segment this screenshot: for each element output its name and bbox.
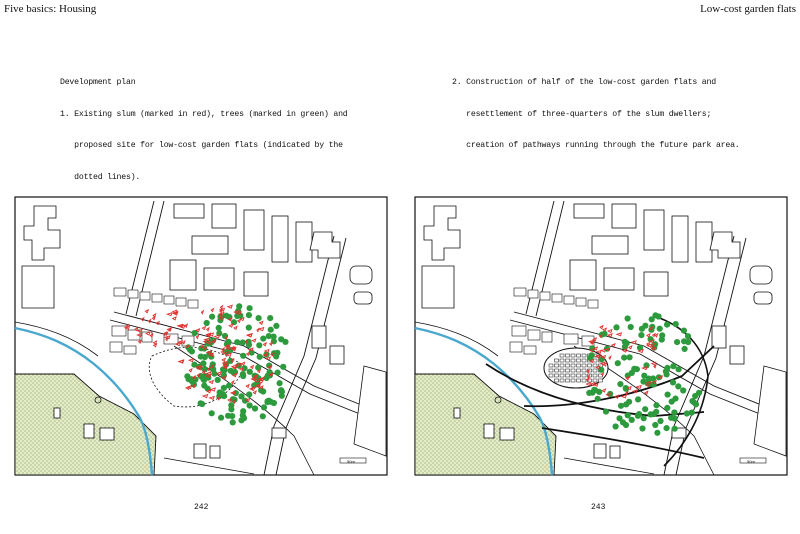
tree-marker	[240, 353, 246, 359]
flat-unit	[566, 374, 570, 377]
tree-marker	[675, 383, 681, 389]
flat-unit	[593, 374, 597, 377]
tree-marker	[220, 391, 226, 397]
flat-unit	[555, 374, 559, 377]
tree-marker	[671, 409, 677, 415]
tree-marker	[261, 404, 267, 410]
tree-marker	[216, 325, 222, 331]
tree-marker	[278, 336, 284, 342]
scale-label: 50m	[347, 459, 355, 464]
tree-marker	[233, 390, 239, 396]
tree-marker	[595, 396, 601, 402]
tree-marker	[663, 368, 669, 374]
tree-marker	[646, 376, 652, 382]
tree-marker	[589, 352, 595, 358]
flat-unit	[549, 364, 553, 367]
tree-marker	[642, 406, 648, 412]
flat-unit	[577, 369, 581, 372]
tree-marker	[229, 413, 235, 419]
flat-unit	[560, 359, 564, 362]
flat-unit	[566, 359, 570, 362]
tree-marker	[616, 415, 622, 421]
caption-right-line: 2. Construction of half of the low-cost garden flats and	[452, 78, 716, 87]
flat-unit	[560, 379, 564, 382]
flat-unit	[582, 354, 586, 357]
tree-marker	[199, 401, 205, 407]
tree-marker	[641, 415, 647, 421]
flat-unit	[566, 369, 570, 372]
tree-marker	[627, 354, 633, 360]
tree-marker	[628, 324, 634, 330]
tree-marker	[228, 368, 234, 374]
page-number-right: 243	[591, 503, 606, 512]
tree-marker	[240, 339, 246, 345]
flat-unit	[549, 369, 553, 372]
tree-marker	[209, 410, 215, 416]
tree-marker	[674, 339, 680, 345]
tree-marker	[634, 366, 640, 372]
tree-marker	[280, 364, 286, 370]
tree-marker	[639, 425, 645, 431]
tree-marker	[236, 303, 242, 309]
tree-marker	[624, 340, 630, 346]
caption-left	[60, 57, 348, 194]
tree-marker	[636, 411, 642, 417]
tree-marker	[278, 387, 284, 393]
flat-unit	[566, 379, 570, 382]
development-plan-map-1	[14, 196, 388, 476]
tree-marker	[618, 403, 624, 409]
tree-marker	[659, 332, 665, 338]
tree-marker	[652, 312, 658, 318]
tree-marker	[268, 327, 274, 333]
tree-marker	[247, 305, 253, 311]
tree-marker	[682, 346, 688, 352]
running-head-left: Five basics: Housing	[4, 3, 97, 15]
tree-marker	[696, 390, 702, 396]
page-number-left: 242	[194, 503, 209, 512]
flat-unit	[582, 379, 586, 382]
tree-marker	[252, 405, 258, 411]
tree-marker	[654, 430, 660, 436]
tree-marker	[274, 350, 280, 356]
tree-marker	[625, 412, 631, 418]
tree-marker	[256, 315, 262, 321]
flat-unit	[549, 374, 553, 377]
tree-marker	[246, 312, 252, 318]
caption-left-line: dotted lines).	[60, 172, 141, 182]
tree-marker	[228, 406, 234, 412]
flat-unit	[560, 374, 564, 377]
tree-marker	[653, 409, 659, 415]
tree-marker	[240, 371, 246, 377]
tree-marker	[246, 325, 252, 331]
tree-marker	[640, 379, 646, 385]
tree-marker	[693, 401, 699, 407]
flat-unit	[566, 364, 570, 367]
tree-marker	[184, 373, 190, 379]
tree-marker	[689, 410, 695, 416]
flat-unit	[593, 379, 597, 382]
tree-marker	[209, 314, 215, 320]
flat-unit	[560, 369, 564, 372]
tree-marker	[652, 422, 658, 428]
flat-unit	[571, 369, 575, 372]
flat-unit	[571, 359, 575, 362]
tree-marker	[626, 399, 632, 405]
tree-marker	[204, 320, 210, 326]
tree-marker	[603, 409, 609, 415]
tree-marker	[673, 321, 679, 327]
flat-unit	[560, 364, 564, 367]
tree-marker	[642, 323, 648, 329]
tree-marker	[240, 408, 246, 414]
tree-marker	[681, 328, 687, 334]
flat-unit	[571, 379, 575, 382]
flat-unit	[588, 364, 592, 367]
tree-marker	[246, 391, 252, 397]
caption-right	[452, 57, 740, 162]
tree-marker	[247, 402, 253, 408]
flat-unit	[555, 359, 559, 362]
flat-unit	[582, 374, 586, 377]
tree-marker	[685, 339, 691, 345]
tree-marker	[653, 402, 659, 408]
caption-left-line: Development plan	[60, 78, 136, 87]
tree-marker	[266, 333, 272, 339]
tree-marker	[685, 333, 691, 339]
flat-unit	[555, 379, 559, 382]
flat-unit	[599, 379, 603, 382]
flat-unit	[593, 369, 597, 372]
tree-marker	[625, 315, 631, 321]
tree-marker	[664, 405, 670, 411]
flat-unit	[555, 364, 559, 367]
flat-unit	[571, 374, 575, 377]
flat-unit	[577, 364, 581, 367]
tree-marker	[198, 354, 204, 360]
tree-marker	[275, 370, 281, 376]
tree-marker	[265, 398, 271, 404]
tree-marker	[273, 323, 279, 329]
caption-left-line: proposed site for low-cost garden flats (indicated by the	[60, 141, 343, 150]
tree-marker	[657, 418, 663, 424]
tree-marker	[664, 425, 670, 431]
tree-marker	[668, 415, 674, 421]
tree-marker	[670, 363, 676, 369]
tree-marker	[665, 392, 671, 398]
flat-unit	[577, 374, 581, 377]
tree-marker	[267, 315, 273, 321]
flat-unit	[577, 354, 581, 357]
flat-unit	[571, 364, 575, 367]
tree-marker	[218, 415, 224, 421]
tree-marker	[613, 423, 619, 429]
tree-marker	[672, 396, 678, 402]
flat-unit	[582, 369, 586, 372]
tree-marker	[638, 332, 644, 338]
tree-marker	[586, 390, 592, 396]
tree-marker	[260, 336, 266, 342]
flat-unit	[593, 364, 597, 367]
tree-marker	[613, 324, 619, 330]
flat-unit	[577, 379, 581, 382]
running-head-right: Low-cost garden flats	[700, 3, 796, 15]
tree-marker	[257, 354, 263, 360]
development-plan-map-2	[414, 196, 788, 476]
tree-marker	[657, 326, 663, 332]
caption-left-line: 1. Existing slum (marked in red), trees (marked in green) and	[60, 109, 348, 119]
flat-unit	[571, 354, 575, 357]
flat-unit	[555, 369, 559, 372]
tree-marker	[672, 426, 678, 432]
flat-unit	[577, 359, 581, 362]
tree-marker	[256, 342, 262, 348]
tree-marker	[615, 360, 621, 366]
flat-unit	[582, 359, 586, 362]
tree-marker	[246, 339, 252, 345]
tree-marker	[247, 369, 253, 375]
tree-marker	[635, 396, 641, 402]
tree-marker	[617, 381, 623, 387]
caption-right-line: creation of pathways running through the future park area.	[452, 141, 740, 150]
caption-right-line: resettlement of three-quarters of the slum dwellers;	[452, 109, 712, 119]
tree-marker	[670, 379, 676, 385]
tree-marker	[260, 413, 266, 419]
tree-marker	[664, 322, 670, 328]
tree-marker	[277, 380, 283, 386]
tree-marker	[676, 366, 682, 372]
tree-marker	[680, 387, 686, 393]
tree-marker	[230, 419, 236, 425]
flat-unit	[560, 354, 564, 357]
tree-marker	[279, 393, 285, 399]
scale-label: 50m	[747, 459, 755, 464]
tree-marker	[238, 393, 244, 399]
tree-marker	[621, 355, 627, 361]
tree-marker	[234, 339, 240, 345]
tree-marker	[226, 383, 232, 389]
tree-marker	[215, 377, 221, 383]
tree-marker	[648, 411, 654, 417]
flat-unit	[582, 364, 586, 367]
flat-unit	[566, 354, 570, 357]
